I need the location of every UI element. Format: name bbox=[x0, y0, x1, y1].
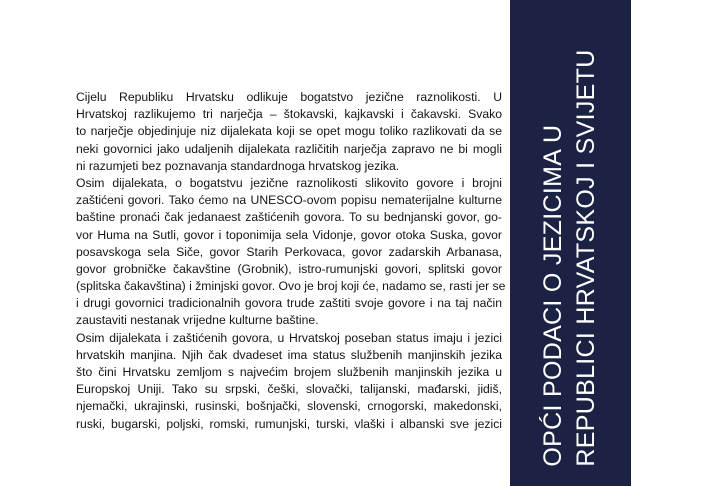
body-line: to narječje objedinjuje niz dijalekata koji se opet mogu toliko razlikovati da se bbox=[76, 124, 502, 139]
body-line: njemački, ukrajinski, rusinski, bošnjački, slovenski, crnogorski, makedonski, bbox=[76, 399, 502, 414]
body-line: govor grobničke čakavštine (Grobnik), istro-rumunjski govori, splitski govor bbox=[76, 261, 502, 276]
body-line: hrvatskih manjina. Njih čak dvadeset ima status službenih manjinskih jezika bbox=[76, 347, 502, 362]
body-line: zaustaviti nestanak vrijedne kulturne baštine. bbox=[76, 313, 319, 328]
body-line: Europskoj Uniji. Tako su srpski, češki, slovački, talijanski, mađarski, jidiš, bbox=[76, 382, 502, 397]
body-line: (splitska čakavština) i žminjski govor. Ovo je broj koji će, nadamo se, rasti jer se bbox=[76, 279, 506, 294]
body-line: Cijelu Republiku Hrvatsku odlikuje bogatstvo jezične raznolikosti. U bbox=[76, 90, 502, 104]
body-line: baštine pronaći čak jedanaest zaštićenih govora. To su bednjanski govor, go- bbox=[76, 210, 502, 225]
body-line: što čini Hrvatsku zemljom s najvećim brojem službenih manjinskih jezika u bbox=[76, 365, 502, 379]
body-line: zaštićeni govori. Tako ćemo na UNESCO-ovom popisu nematerijalne kulturne bbox=[76, 193, 502, 208]
body-line: Osim dijalekata, o bogatstvu jezične raznolikosti slikovito govore i brojni bbox=[76, 175, 502, 190]
body-line: Hrvatskoj razlikujemo tri narječja – štokavski, kajkavski i čakavski. Svako bbox=[76, 107, 502, 122]
body-line: vor Huma na Sutli, govor i toponimija sela Vidonje, govor otoka Suska, govor bbox=[76, 227, 502, 242]
body-text bbox=[76, 89, 506, 433]
body-line: i drugi govornici tradicionalnih govora trude zaštiti svoje govore i na taj način bbox=[76, 296, 502, 311]
body-line: ruski, bugarski, poljski, romski, rumunjski, turski, vlaški i albanski sve jezici bbox=[76, 416, 502, 431]
chapter-title-line-2: REPUBLICI HRVATSKOJ I SVIJETU bbox=[572, 49, 600, 467]
body-line: neki govornici jako udaljenih dijalekata različitih narječja zapravo ne bi mogli bbox=[76, 141, 502, 156]
body-line: ni razumjeti bez poznavanja standardnoga hrvatskog jezika. bbox=[76, 158, 400, 173]
chapter-title-line-1: OPĆI PODACI O JEZICIMA U bbox=[539, 124, 567, 467]
body-line: Osim dijalekata i zaštićenih govora, u Hrvatskoj poseban status imaju i jezici bbox=[76, 330, 502, 345]
body-line: posavskoga sela Siče, govor Starih Perkovaca, govor zadarskih Arbanasa, bbox=[76, 244, 502, 259]
